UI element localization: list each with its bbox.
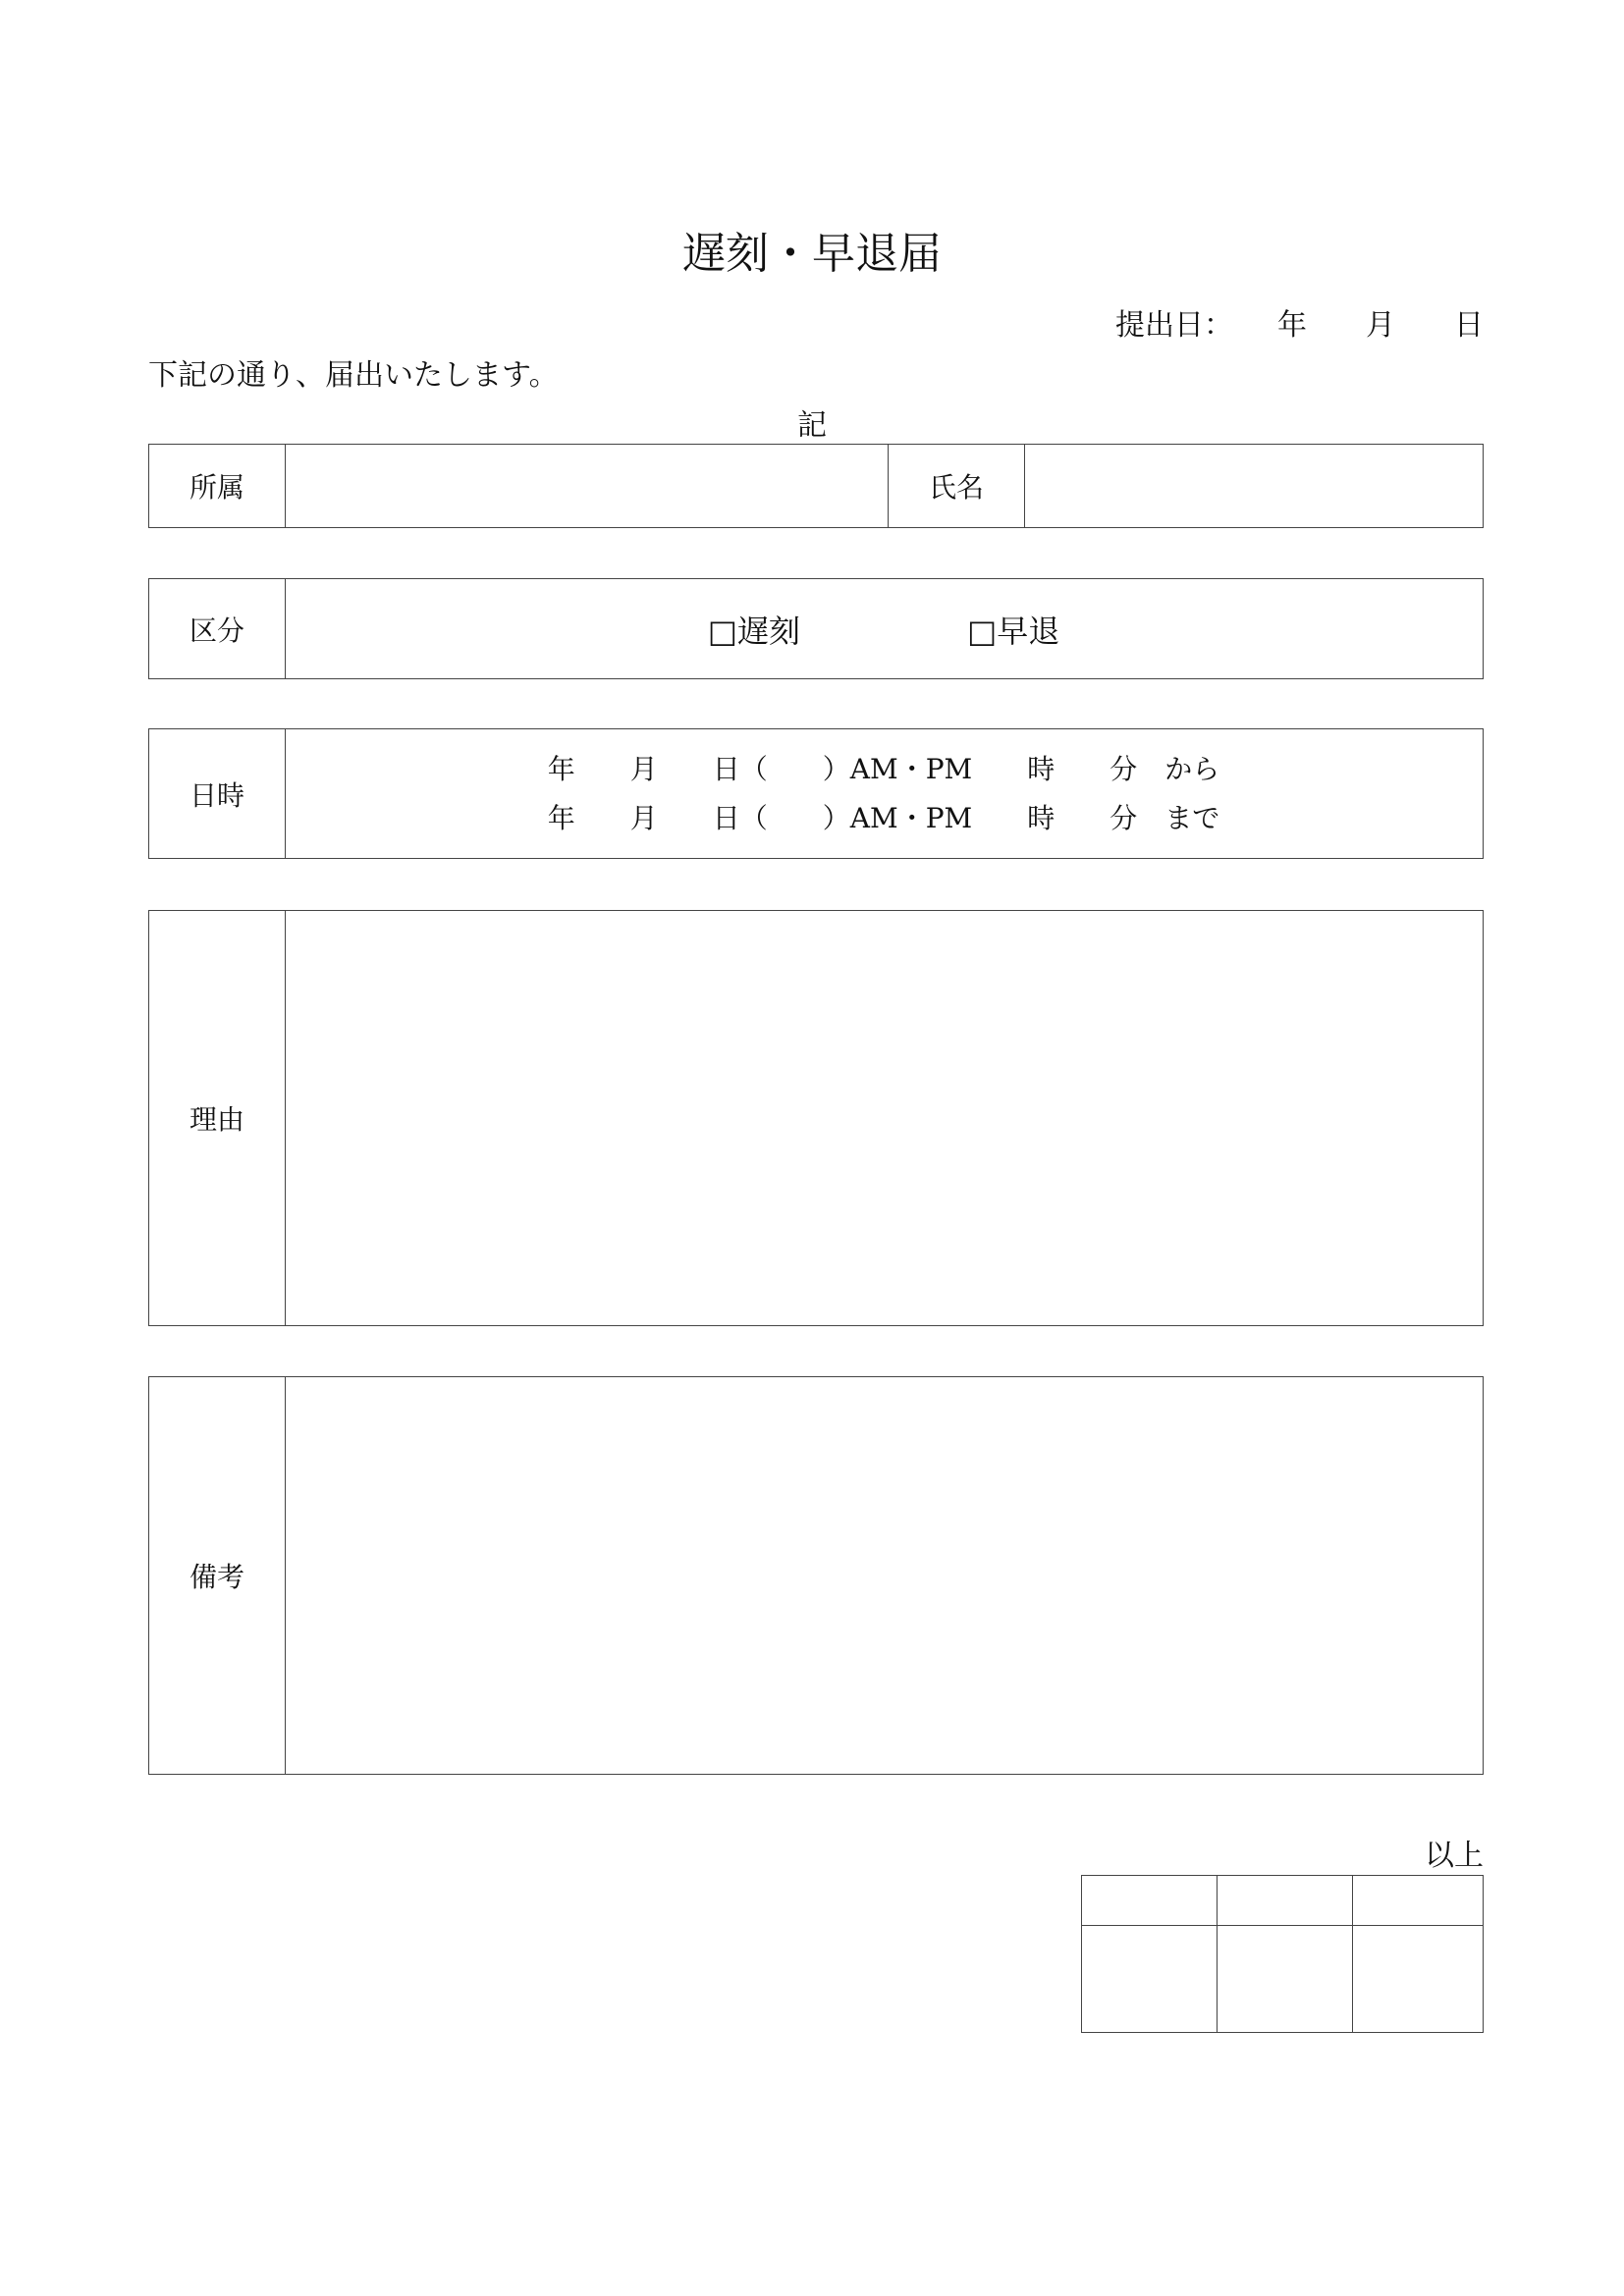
- submission-date: 提出日： 年 月 日: [1115, 308, 1484, 343]
- late-checkbox[interactable]: □遅刻: [707, 612, 800, 650]
- stamp-divider: [1352, 1876, 1353, 2032]
- datetime-from[interactable]: 年 月 日（ ）AM・PM 時 分 から: [547, 752, 1220, 785]
- name-field[interactable]: [1023, 445, 1483, 527]
- page-title: 遅刻・早退届: [682, 229, 942, 279]
- remarks-label: 備考: [149, 1377, 286, 1774]
- stamp-divider: [1217, 1876, 1218, 2032]
- datetime-label: 日時: [149, 729, 286, 858]
- early-checkbox[interactable]: □早退: [967, 612, 1060, 650]
- datetime-to[interactable]: 年 月 日（ ）AM・PM 時 分 まで: [547, 801, 1220, 834]
- affiliation-name-row: [148, 444, 1484, 528]
- category-row: [148, 578, 1484, 679]
- remarks-field[interactable]: [285, 1377, 1483, 1774]
- affiliation-field[interactable]: [285, 445, 888, 527]
- remarks-row: [148, 1376, 1484, 1775]
- ki-heading: 記: [797, 408, 827, 443]
- closing-text: 以上: [1425, 1839, 1484, 1873]
- reason-label: 理由: [149, 911, 286, 1325]
- category-label: 区分: [149, 579, 286, 678]
- datetime-row: [148, 728, 1484, 859]
- affiliation-label: 所属: [149, 445, 286, 527]
- stamp-divider: [1082, 1925, 1483, 1926]
- intro-text: 下記の通り、届出いたします。: [148, 358, 559, 393]
- approval-stamp-table: [1081, 1875, 1484, 2033]
- name-label: 氏名: [888, 445, 1025, 527]
- reason-row: [148, 910, 1484, 1326]
- reason-field[interactable]: [285, 911, 1483, 1325]
